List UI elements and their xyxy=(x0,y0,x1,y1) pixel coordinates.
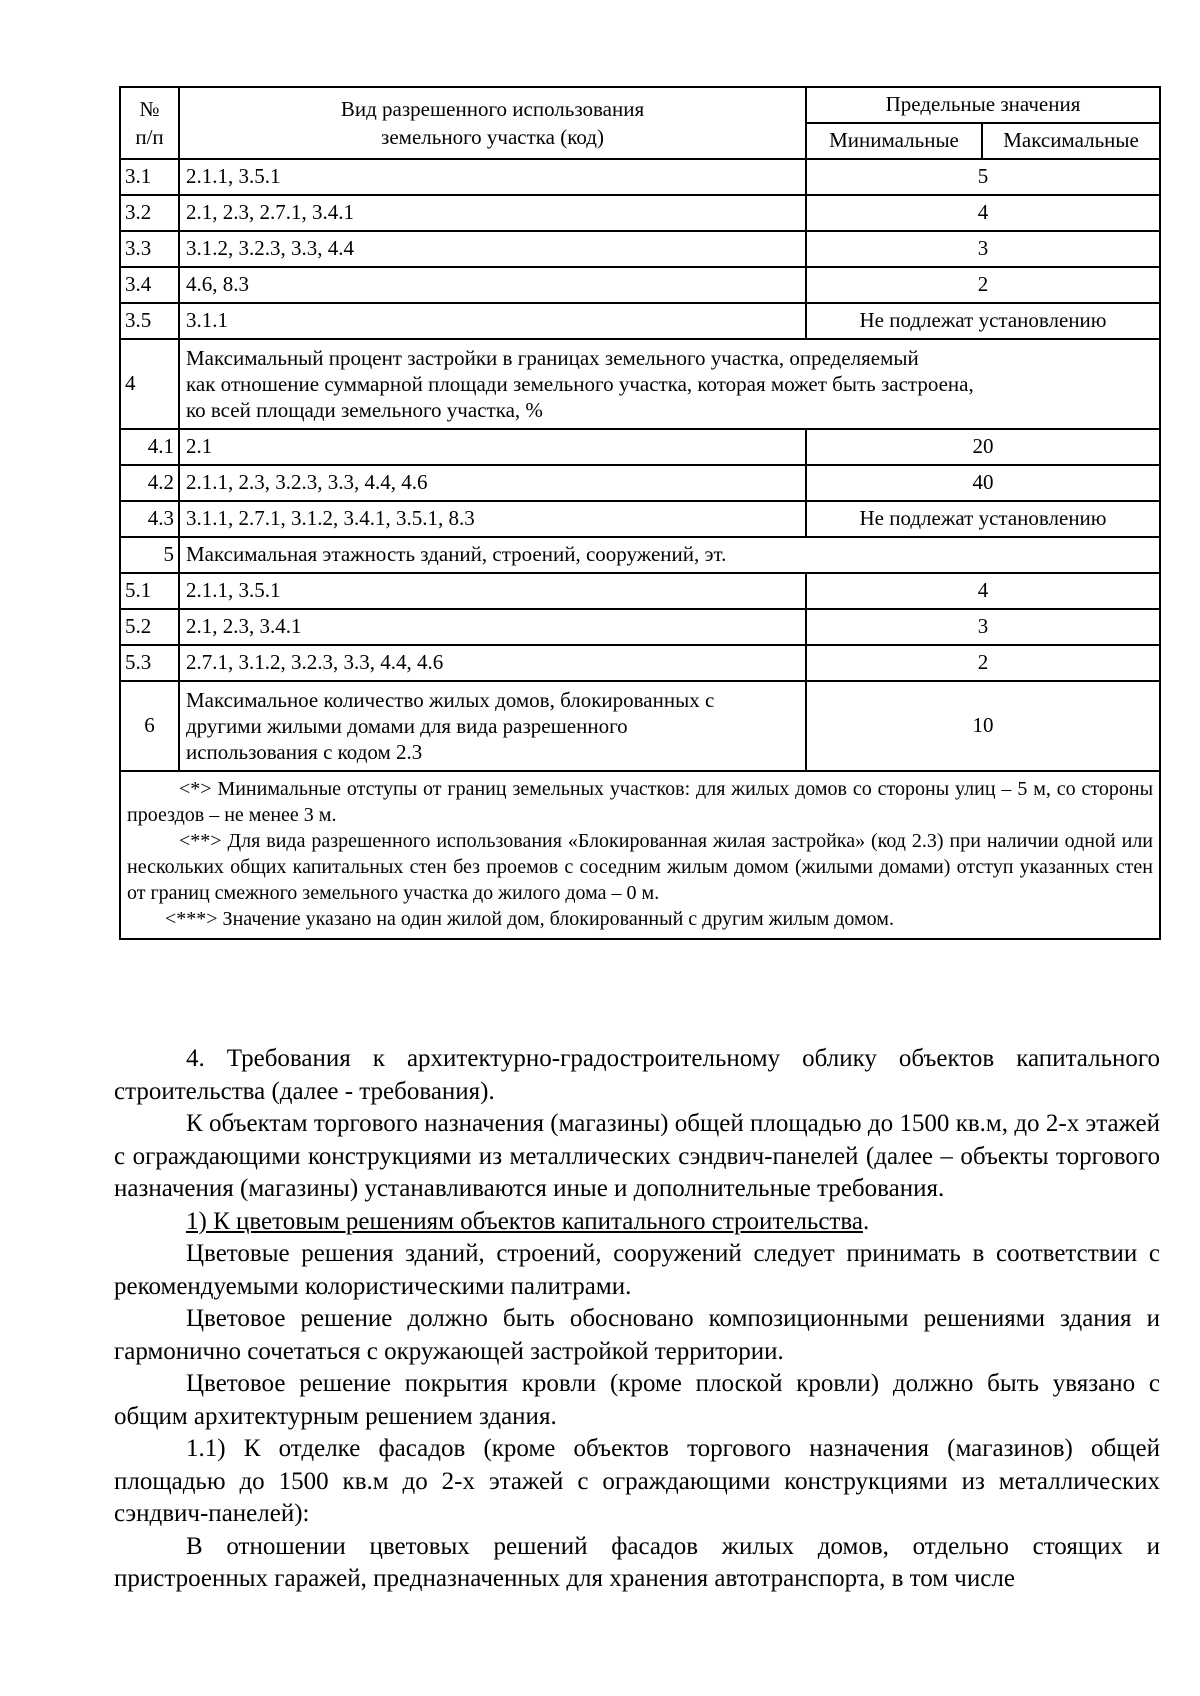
row-num: 5 xyxy=(120,537,179,573)
row-num: 4.2 xyxy=(120,465,179,501)
section-description: Максимальная этажность зданий, строений, сооружений, эт. xyxy=(179,537,1160,573)
paragraph-color-palettes: Цветовые решения зданий, строений, сооружений следует принимать в соответствии с рекомендуемыми колористическими палитрами. xyxy=(114,1240,1160,1300)
table-section-row xyxy=(120,339,1160,429)
row-codes: 2.1 xyxy=(179,429,806,465)
color-heading-underlined: 1) К цветовым решениям объектов капитального строительства xyxy=(186,1207,863,1235)
row-description xyxy=(179,681,806,771)
paragraph-facade-finish: 1.1) К отделке фасадов (кроме объектов торгового назначения (магазинов) общей площадью до 1500 кв.м до 2-х этажей с ограждающими конструкциями из металлических сэндвич-панелей): xyxy=(114,1435,1160,1527)
row-value: Не подлежат установлению xyxy=(806,501,1160,537)
section-desc-line2: как отношение суммарной площади земельного участка, которая может быть застроена, xyxy=(186,371,974,396)
row-num: 4.3 xyxy=(120,501,179,537)
header-min: Минимальные xyxy=(806,123,982,159)
row-codes: 3.1.1, 2.7.1, 3.1.2, 3.4.1, 3.5.1, 8.3 xyxy=(179,501,806,537)
color-heading-tail: . xyxy=(862,1207,870,1235)
paragraph-trade-objects: К объектам торгового назначения (магазины) общей площадью до 1500 кв.м, до 2-х этажей с ограждающими конструкциями из металлических сэндвич-панелей (далее – объекты торгового назначения (магазины) устанавливаются иные и дополнительные требования. xyxy=(114,1110,1160,1202)
row-desc-line1: Максимальное количество жилых домов, блокированных с xyxy=(186,687,715,712)
note-1: <*> Минимальные отступы от границ земельных участков: для жилых домов со стороны улиц – 5 м, со стороны проездов – не менее 3 м. xyxy=(127,778,1154,826)
paragraph-facade-colors: В отношении цветовых решений фасадов жилых домов, отдельно стоящих и пристроенных гаражей, предназначенных для хранения автотранспорта, в том числе xyxy=(114,1532,1160,1592)
paragraph-color-heading xyxy=(114,1206,1160,1239)
row-codes: 2.1, 2.3, 3.4.1 xyxy=(179,609,806,645)
header-num xyxy=(120,87,179,159)
row-value: 4 xyxy=(806,573,1160,609)
row-num: 3.3 xyxy=(120,231,179,267)
row-num: 3.1 xyxy=(120,159,179,195)
row-num: 3.4 xyxy=(120,267,179,303)
row-codes: 2.1.1, 3.5.1 xyxy=(179,573,806,609)
row-num: 4.1 xyxy=(120,429,179,465)
header-num-line1: № xyxy=(139,96,160,121)
section-desc-line1: Максимальный процент застройки в границах земельного участка, определяемый xyxy=(186,345,919,370)
row-codes: 2.1, 2.3, 2.7.1, 3.4.1 xyxy=(179,195,806,231)
table-row xyxy=(120,231,1160,267)
table-header-row xyxy=(120,87,1160,123)
document-body xyxy=(114,1043,1160,1596)
header-max: Максимальные xyxy=(982,123,1160,159)
row-num: 4 xyxy=(120,339,179,429)
table-row xyxy=(120,681,1160,771)
row-value: 3 xyxy=(806,231,1160,267)
table-row xyxy=(120,159,1160,195)
table-row xyxy=(120,429,1160,465)
row-codes: 3.1.2, 3.2.3, 3.3, 4.4 xyxy=(179,231,806,267)
row-value: 4 xyxy=(806,195,1160,231)
row-value: 10 xyxy=(806,681,1160,771)
table-row xyxy=(120,195,1160,231)
table-row xyxy=(120,267,1160,303)
table-notes xyxy=(120,771,1160,939)
row-value: 3 xyxy=(806,609,1160,645)
row-codes: 2.1.1, 3.5.1 xyxy=(179,159,806,195)
row-num: 5.2 xyxy=(120,609,179,645)
table-notes-row xyxy=(120,771,1160,939)
row-num: 3.2 xyxy=(120,195,179,231)
note-2: <**> Для вида разрешенного использования «Блокированная жилая застройка» (код 2.3) при наличии одной или нескольких общих капитальных стен без проемов с соседним жилым домом (жилыми домами) отступ указанных стен от границ смежного земельного участка до жилого дома – 0 м. xyxy=(127,830,1154,904)
table-row xyxy=(120,501,1160,537)
section-desc-line3: ко всей площади земельного участка, % xyxy=(186,398,543,423)
row-num: 6 xyxy=(120,681,179,771)
row-value: 2 xyxy=(806,645,1160,681)
row-codes: 2.7.1, 3.1.2, 3.2.3, 3.3, 4.4, 4.6 xyxy=(179,645,806,681)
row-value: 20 xyxy=(806,429,1160,465)
paragraph-roof-color: Цветовое решение покрытия кровли (кроме плоской кровли) должно быть увязано с общим архитектурным решением здания. xyxy=(114,1370,1160,1430)
row-codes: 4.6, 8.3 xyxy=(179,267,806,303)
row-num: 3.5 xyxy=(120,303,179,339)
row-desc-line2: другими жилыми домами для вида разрешенного xyxy=(186,713,628,738)
header-use xyxy=(179,87,806,159)
row-value: 5 xyxy=(806,159,1160,195)
row-num: 5.1 xyxy=(120,573,179,609)
table-row xyxy=(120,609,1160,645)
table-row xyxy=(120,303,1160,339)
row-codes: 3.1.1 xyxy=(179,303,806,339)
note-3: <***> Значение указано на один жилой дом, блокированный с другим жилым домом. xyxy=(165,908,894,930)
paragraph-color-composition: Цветовое решение должно быть обосновано композиционными решениями здания и гармонично сочетаться с окружающей застройкой территории. xyxy=(114,1305,1160,1365)
limits-table xyxy=(119,86,1161,940)
row-value: 40 xyxy=(806,465,1160,501)
row-codes: 2.1.1, 2.3, 3.2.3, 3.3, 4.4, 4.6 xyxy=(179,465,806,501)
paragraph-requirements: 4. Требования к архитектурно-градостроительному облику объектов капитального строительства (далее - требования). xyxy=(114,1045,1160,1105)
table-section-row xyxy=(120,537,1160,573)
section-description xyxy=(179,339,1160,429)
row-desc-line3: использования с кодом 2.3 xyxy=(186,740,423,765)
header-use-line2: земельного участка (код) xyxy=(381,125,604,149)
table-row xyxy=(120,573,1160,609)
table-row xyxy=(120,645,1160,681)
row-num: 5.3 xyxy=(120,645,179,681)
header-num-line2: п/п xyxy=(135,125,164,149)
row-value: Не подлежат установлению xyxy=(806,303,1160,339)
row-value: 2 xyxy=(806,267,1160,303)
table-row xyxy=(120,465,1160,501)
header-use-line1: Вид разрешенного использования xyxy=(340,96,645,121)
header-limits: Предельные значения xyxy=(806,87,1160,123)
